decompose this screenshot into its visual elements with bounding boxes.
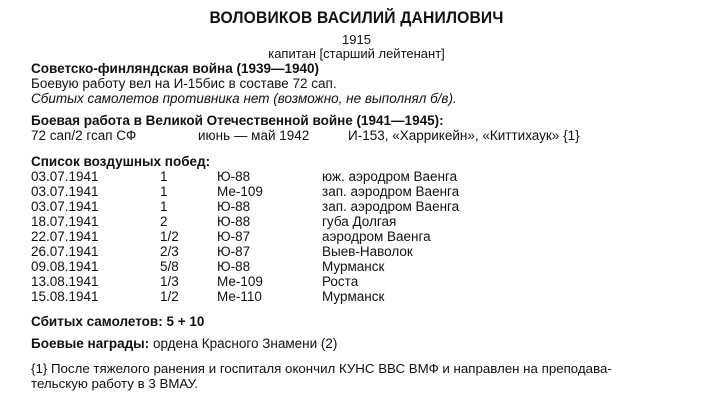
- victory-aircraft-type: Ю-88: [217, 169, 251, 184]
- victory-place: Мурманск: [322, 289, 385, 304]
- victory-date: 15.08.1941: [31, 289, 99, 304]
- victory-share: 1: [160, 184, 168, 199]
- birth-year: 1915: [342, 32, 371, 47]
- awards-value: ордена Красного Знамени (2): [152, 336, 338, 351]
- victory-place: губа Долгая: [322, 214, 397, 229]
- shot-down-total: Сбитых самолетов: 5 + 10: [31, 314, 205, 329]
- victory-place: Роста: [322, 274, 359, 289]
- victory-share: 5/8: [160, 259, 179, 274]
- page-title: ВОЛОВИКОВ ВАСИЛИЙ ДАНИЛОВИЧ: [209, 8, 504, 27]
- victory-aircraft-type: Ме-109: [217, 274, 263, 289]
- victory-share: 1: [160, 169, 168, 184]
- table-row: [31, 259, 691, 275]
- victory-aircraft-type: Ю-87: [217, 244, 251, 259]
- victory-date: 18.07.1941: [31, 214, 99, 229]
- victory-date: 09.08.1941: [31, 259, 99, 274]
- victory-date: 03.07.1941: [31, 184, 99, 199]
- table-row: [31, 169, 691, 185]
- finnish-war-line: Боевую работу вел на И-15бис в составе 72 сап.: [31, 76, 337, 91]
- victory-date: 26.07.1941: [31, 244, 99, 259]
- victory-share: 2: [160, 214, 168, 229]
- ww2-service-line: [31, 128, 691, 144]
- victory-date: 03.07.1941: [31, 199, 99, 214]
- awards-line: [31, 336, 337, 351]
- table-row: [31, 199, 691, 215]
- victory-aircraft-type: Ю-87: [217, 229, 251, 244]
- victory-share: 1/3: [160, 274, 179, 289]
- victory-date: 03.07.1941: [31, 169, 99, 184]
- victory-aircraft-type: Ю-88: [217, 214, 251, 229]
- ww2-heading: Боевая работа в Великой Отечественной войне (1941—1945):: [31, 113, 444, 128]
- victory-place: Мурманск: [322, 259, 385, 274]
- footnote-line-1: {1} После тяжелого ранения и госпиталя окончил КУНС ВВС ВМФ и направлен на преподава-: [31, 361, 612, 376]
- rank: капитан [старший лейтенант]: [268, 46, 445, 61]
- victory-share: 1/2: [160, 289, 179, 304]
- table-row: [31, 289, 691, 305]
- table-row: [31, 214, 691, 230]
- finnish-war-note: Сбитых самолетов противника нет (возможно, не выполнял б/в).: [31, 91, 457, 106]
- ww2-aircraft: И-153, «Харрикейн», «Киттихаук» {1}: [348, 128, 580, 143]
- table-row: [31, 274, 691, 290]
- awards-label: Боевые награды:: [31, 336, 150, 351]
- footnote-line-2: тельскую работу в 3 ВМАУ.: [31, 376, 199, 391]
- table-row: [31, 184, 691, 200]
- finnish-war-heading: Советско-финляндская война (1939—1940): [31, 61, 320, 76]
- victory-aircraft-type: Ю-88: [217, 259, 251, 274]
- ww2-unit: 72 сап/2 гсап СФ: [31, 128, 137, 143]
- victory-place: аэродром Ваенга: [322, 229, 431, 244]
- victory-place: юж. аэродром Ваенга: [322, 169, 458, 184]
- table-row: [31, 244, 691, 260]
- victory-date: 13.08.1941: [31, 274, 99, 289]
- table-row: [31, 229, 691, 245]
- victory-aircraft-type: Ме-109: [217, 184, 263, 199]
- victory-date: 22.07.1941: [31, 229, 99, 244]
- victory-place: зап. аэродром Ваенга: [322, 184, 460, 199]
- victory-share: 2/3: [160, 244, 179, 259]
- ww2-period: июнь — май 1942: [198, 128, 310, 143]
- victory-aircraft-type: Ю-88: [217, 199, 251, 214]
- victories-heading: Список воздушных побед:: [31, 154, 211, 169]
- victory-share: 1: [160, 199, 168, 214]
- victory-place: Выев-Наволок: [322, 244, 413, 259]
- victory-place: зап. аэродром Ваенга: [322, 199, 460, 214]
- victory-aircraft-type: Ме-110: [217, 289, 262, 304]
- victory-share: 1/2: [160, 229, 179, 244]
